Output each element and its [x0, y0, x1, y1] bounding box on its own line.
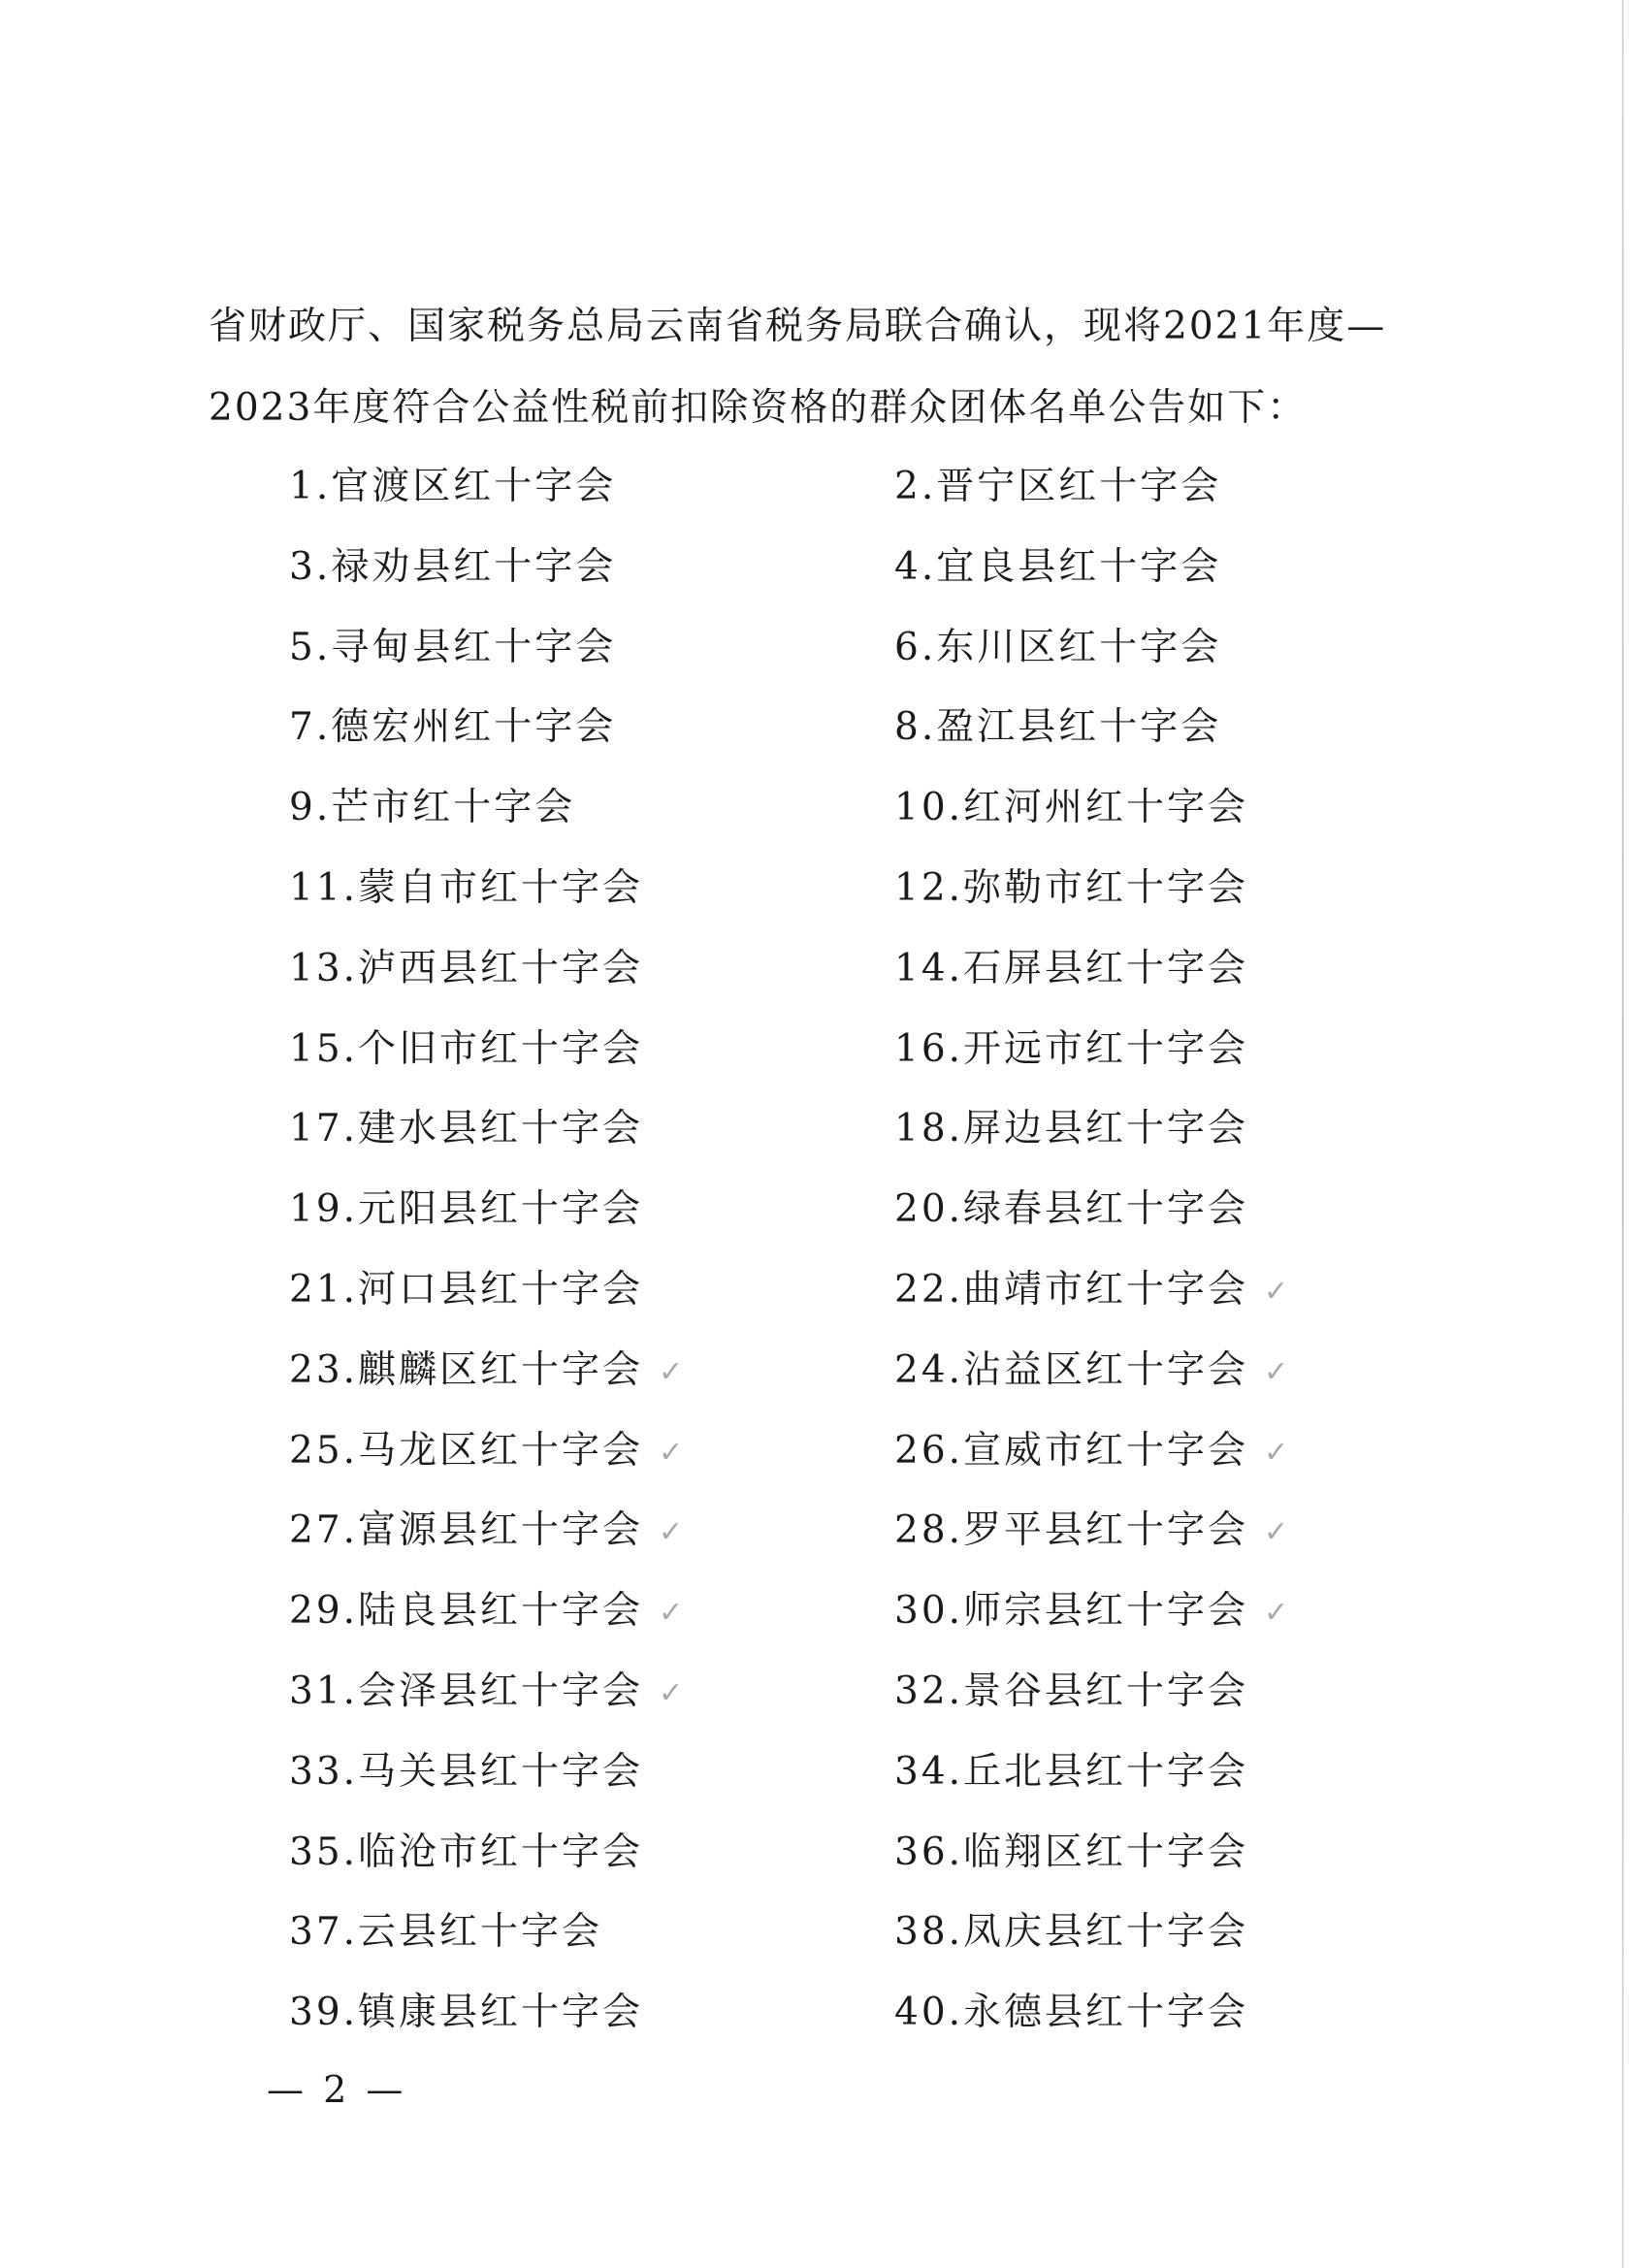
- list-item: [289, 1021, 643, 1079]
- item-name: 红河州红十字会: [963, 786, 1249, 830]
- list-row: [289, 1903, 1356, 1984]
- item-name: 马龙区红十字会: [358, 1428, 644, 1473]
- intro-line-2: 2023年度符合公益性税前扣除资格的群众团体名单公告如下：: [209, 386, 1308, 430]
- item-number: 2.: [894, 465, 937, 508]
- item-number: 13.: [289, 946, 359, 990]
- item-name: 沾益区红十字会: [963, 1347, 1249, 1392]
- list-row: [289, 538, 1356, 619]
- list-row: [289, 1342, 1356, 1422]
- item-name: 建水县红十字会: [358, 1107, 644, 1151]
- list-row: [289, 698, 1356, 779]
- item-number: 21.: [289, 1267, 359, 1312]
- list-row: [289, 940, 1356, 1021]
- item-number: 32.: [894, 1669, 964, 1713]
- item-number: 1.: [289, 465, 332, 508]
- list-item: [289, 1261, 643, 1319]
- list-row: [289, 859, 1356, 940]
- list-row: [289, 458, 1356, 538]
- list-item: [894, 859, 1248, 918]
- list-item: [894, 458, 1221, 516]
- item-name: 东川区红十字会: [936, 625, 1222, 669]
- item-name: 宣威市红十字会: [963, 1428, 1249, 1473]
- item-number: 35.: [289, 1830, 359, 1874]
- item-name: 永德县红十字会: [963, 1991, 1249, 2035]
- list-item: [289, 940, 643, 998]
- list-item: [289, 1663, 683, 1723]
- list-item: [289, 1743, 643, 1801]
- item-name: 绿春县红十字会: [963, 1187, 1249, 1232]
- item-number: 30.: [894, 1589, 964, 1634]
- item-name: 开远市红十字会: [963, 1026, 1249, 1071]
- list-item: [894, 1181, 1248, 1239]
- item-number: 12.: [894, 865, 964, 910]
- list-item: [894, 1743, 1248, 1801]
- item-number: 33.: [289, 1749, 359, 1794]
- item-name: 临沧市红十字会: [358, 1830, 644, 1874]
- item-number: 4.: [894, 544, 937, 589]
- item-name: 寻甸县红十字会: [331, 625, 617, 669]
- list-row: [289, 1743, 1356, 1824]
- list-item: [894, 1903, 1248, 1961]
- item-name: 禄劝县红十字会: [331, 544, 617, 589]
- list-item: [289, 1342, 683, 1402]
- item-number: 22.: [894, 1267, 964, 1312]
- list-item: [289, 458, 616, 516]
- item-name: 屏边县红十字会: [963, 1107, 1249, 1151]
- item-name: 芒市红十字会: [331, 786, 576, 830]
- item-name: 凤庆县红十字会: [963, 1910, 1249, 1955]
- handwritten-check-icon: ✓: [1264, 1435, 1289, 1470]
- item-number: 34.: [894, 1749, 964, 1794]
- item-number: 15.: [289, 1026, 359, 1071]
- list-item: [289, 538, 616, 597]
- item-number: 7.: [289, 705, 332, 750]
- item-number: 39.: [289, 1991, 359, 2035]
- item-number: 26.: [894, 1428, 964, 1473]
- item-number: 3.: [289, 544, 332, 589]
- item-number: 14.: [894, 946, 964, 990]
- item-name: 罗平县红十字会: [963, 1508, 1249, 1553]
- intro-paragraph: [209, 286, 1450, 449]
- item-name: 马关县红十字会: [358, 1749, 644, 1794]
- item-number: 20.: [894, 1187, 964, 1232]
- item-number: 40.: [894, 1991, 964, 2035]
- item-name: 盈江县红十字会: [936, 705, 1222, 750]
- list-item: [289, 859, 643, 918]
- item-number: 37.: [289, 1910, 359, 1955]
- handwritten-check-icon: ✓: [1264, 1274, 1289, 1309]
- list-row: [289, 1663, 1356, 1743]
- item-name: 官渡区红十字会: [331, 465, 617, 508]
- list-item: [289, 1824, 643, 1882]
- list-item: [894, 619, 1221, 677]
- list-item: [894, 1824, 1248, 1882]
- item-name: 景谷县红十字会: [963, 1669, 1249, 1713]
- list-row: [289, 1422, 1356, 1503]
- list-item: [289, 1903, 602, 1961]
- item-number: 23.: [289, 1347, 359, 1392]
- item-name: 师宗县红十字会: [963, 1589, 1249, 1634]
- list-item: [894, 940, 1248, 998]
- item-number: 36.: [894, 1830, 964, 1874]
- item-name: 宜良县红十字会: [936, 544, 1222, 589]
- item-name: 云县红十字会: [358, 1910, 603, 1955]
- list-row: [289, 619, 1356, 699]
- item-number: 8.: [894, 705, 937, 750]
- list-item: [894, 1984, 1248, 2042]
- list-item: [289, 619, 616, 677]
- list-item: [289, 1422, 683, 1482]
- list-row: [289, 1261, 1356, 1342]
- handwritten-check-icon: ✓: [659, 1596, 684, 1631]
- list-item: [894, 1663, 1248, 1721]
- list-item: [894, 1342, 1288, 1402]
- list-item: [289, 1181, 643, 1239]
- item-number: 27.: [289, 1508, 359, 1553]
- item-name: 丘北县红十字会: [963, 1749, 1249, 1794]
- list-item: [289, 1582, 683, 1642]
- scan-edge-line: [1622, 0, 1624, 2268]
- item-name: 富源县红十字会: [358, 1508, 644, 1553]
- item-name: 德宏州红十字会: [331, 705, 617, 750]
- item-number: 38.: [894, 1910, 964, 1955]
- list-item: [894, 1502, 1288, 1562]
- item-name: 元阳县红十字会: [358, 1187, 644, 1232]
- item-number: 28.: [894, 1508, 964, 1553]
- item-number: 29.: [289, 1589, 359, 1634]
- item-number: 11.: [289, 865, 359, 910]
- item-number: 19.: [289, 1187, 359, 1232]
- item-name: 蒙自市红十字会: [358, 865, 644, 910]
- list-item: [289, 779, 575, 837]
- page-number: — 2 —: [267, 2068, 407, 2111]
- list-item: [894, 698, 1221, 757]
- handwritten-check-icon: ✓: [1264, 1515, 1289, 1550]
- item-number: 31.: [289, 1669, 359, 1713]
- list-row: [289, 1181, 1356, 1261]
- list-row: [289, 1502, 1356, 1582]
- item-name: 泸西县红十字会: [358, 946, 644, 990]
- list-row: [289, 1021, 1356, 1101]
- item-name: 弥勒市红十字会: [963, 865, 1249, 910]
- list-item: [894, 1021, 1248, 1079]
- list-row: [289, 1582, 1356, 1663]
- item-number: 10.: [894, 786, 964, 830]
- list-item: [894, 1582, 1288, 1642]
- item-number: 5.: [289, 625, 332, 669]
- handwritten-check-icon: ✓: [1264, 1596, 1289, 1631]
- handwritten-check-icon: ✓: [659, 1354, 684, 1389]
- list-item: [894, 1261, 1288, 1321]
- item-number: 24.: [894, 1347, 964, 1392]
- item-number: 6.: [894, 625, 937, 669]
- item-name: 麒麟区红十字会: [358, 1347, 644, 1392]
- list-row: [289, 1984, 1356, 2064]
- item-name: 陆良县红十字会: [358, 1589, 644, 1634]
- item-name: 镇康县红十字会: [358, 1991, 644, 2035]
- handwritten-check-icon: ✓: [659, 1435, 684, 1470]
- list-item: [894, 538, 1221, 597]
- item-number: 17.: [289, 1107, 359, 1151]
- item-name: 曲靖市红十字会: [963, 1267, 1249, 1312]
- handwritten-check-icon: ✓: [659, 1675, 684, 1710]
- list-item: [289, 698, 616, 757]
- list-item: [289, 1100, 643, 1158]
- item-number: 18.: [894, 1107, 964, 1151]
- list-item: [894, 1422, 1288, 1482]
- handwritten-check-icon: ✓: [1264, 1354, 1289, 1389]
- item-name: 河口县红十字会: [358, 1267, 644, 1312]
- list-row: [289, 1100, 1356, 1181]
- item-name: 个旧市红十字会: [358, 1026, 644, 1071]
- item-name: 会泽县红十字会: [358, 1669, 644, 1713]
- list-item: [289, 1984, 643, 2042]
- list-item: [894, 779, 1248, 837]
- list-item: [894, 1100, 1248, 1158]
- organization-list: [289, 458, 1356, 2064]
- list-row: [289, 779, 1356, 859]
- item-number: 16.: [894, 1026, 964, 1071]
- handwritten-check-icon: ✓: [659, 1515, 684, 1550]
- list-item: [289, 1502, 683, 1562]
- list-row: [289, 1824, 1356, 1904]
- intro-line-1: 省财政厅、国家税务总局云南省税务局联合确认，现将2021年度—: [209, 305, 1387, 348]
- item-name: 晋宁区红十字会: [936, 465, 1222, 508]
- item-name: 临翔区红十字会: [963, 1830, 1249, 1874]
- item-number: 9.: [289, 786, 332, 830]
- item-number: 25.: [289, 1428, 359, 1473]
- item-name: 石屏县红十字会: [963, 946, 1249, 990]
